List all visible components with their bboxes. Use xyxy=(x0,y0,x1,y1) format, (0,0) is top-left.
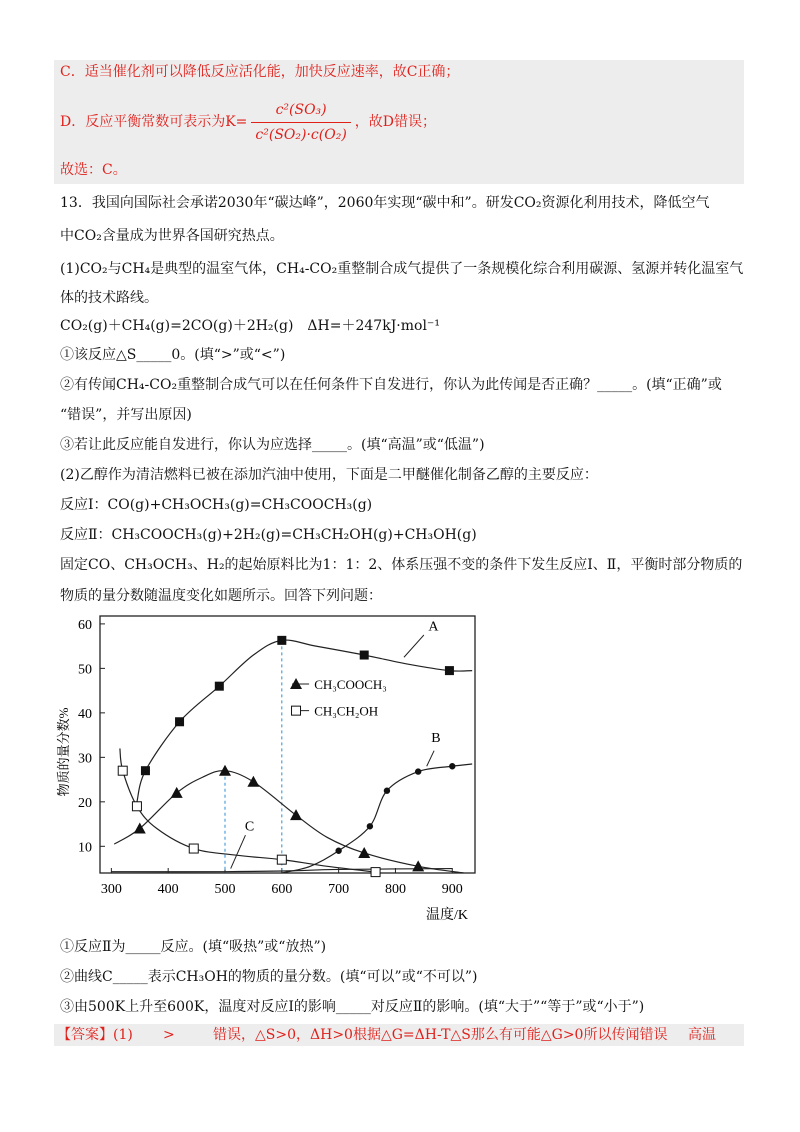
mole-fraction-chart xyxy=(50,615,510,930)
sub-question-1: ①反应Ⅱ为_____反应。(填“吸热”或“放热”) xyxy=(60,939,327,955)
data-point-A xyxy=(215,682,224,691)
curve-label-B: B xyxy=(431,730,441,746)
x-tick-label: 300 xyxy=(100,882,122,897)
legend-marker xyxy=(292,706,301,715)
data-point-B xyxy=(367,823,373,829)
data-point-CH₃COOCH₃ xyxy=(247,776,259,787)
answer-label: 【答案】(1) xyxy=(57,1027,133,1043)
plot-frame xyxy=(100,616,475,873)
data-point-CH₃COOCH₃ xyxy=(171,787,183,798)
data-point-CH₃CH₂OH xyxy=(118,766,127,775)
x-tick-label: 500 xyxy=(214,882,236,897)
reaction-equation: CO₂(g)＋CH₄(g)=2CO(g)＋2H₂(g) ΔH=＋247kJ·mol⁻¹ xyxy=(60,318,440,334)
sub-question-3: ③由500K上升至600K，温度对反应Ⅰ的影响_____对反应Ⅱ的影响。(填“大于”“等于”或“小于”) xyxy=(60,999,645,1015)
option-d-suffix: ，故D错误； xyxy=(354,114,437,130)
reaction-2: 反应Ⅱ：CH₃COOCH₃(g)+2H₂(g)=CH₃CH₂OH(g)+CH₃OH(g) xyxy=(60,527,477,543)
x-tick-label: 400 xyxy=(157,882,179,897)
leader-C xyxy=(231,835,246,868)
x-tick-label: 700 xyxy=(328,882,350,897)
legend-marker xyxy=(290,678,302,689)
y-axis-label: 物质的量分数% xyxy=(56,707,71,797)
solution-option-c: C．适当催化剂可以降低反应活化能，加快反应速率，故C正确； xyxy=(60,64,460,80)
solution-choice: 故选：C。 xyxy=(60,162,127,178)
y-tick-label: 40 xyxy=(78,706,92,722)
curve-CH₃COOCH₃ xyxy=(114,771,463,873)
equilibrium-constant-fraction xyxy=(251,100,350,145)
curve-label-A: A xyxy=(428,619,439,635)
solution-option-d xyxy=(60,98,436,146)
y-tick-label: 50 xyxy=(78,662,92,678)
part2-intro: (2)乙醇作为清洁燃料已被在添加汽油中使用，下面是二甲醚催化制备乙醇的主要反应： xyxy=(60,467,598,483)
fraction-numerator: c²(SO₃) xyxy=(251,100,350,123)
y-tick-label: 10 xyxy=(78,840,92,856)
data-point-CH₃CH₂OH xyxy=(371,868,380,877)
part1-line2: 体的技术路线。 xyxy=(60,290,158,306)
question-2-line2: “错误”，并写出原因) xyxy=(60,407,192,423)
question-1: ①该反应△S_____0。(填“>”或“<”) xyxy=(60,347,286,363)
x-axis-label: 温度/K xyxy=(426,908,468,923)
data-point-CH₃COOCH₃ xyxy=(290,809,302,820)
conditions-line2: 物质的量分数随温度变化如题所示。回答下列问题： xyxy=(60,588,382,604)
data-point-B xyxy=(449,763,455,769)
x-tick-label: 600 xyxy=(271,882,293,897)
sub-question-2: ②曲线C_____表示CH₃OH的物质的量分数。(填“可以”或“不可以”) xyxy=(60,969,478,985)
leader-B xyxy=(427,751,434,767)
answer-2: 错误，△S>0，ΔH>0根据△G=ΔH-T△S那么有可能△G>0所以传闻错误 xyxy=(213,1027,668,1043)
part1-line1: (1)CO₂与CH₄是典型的温室气体，CH₄-CO₂重整制合成气提供了一条规模化综合利用碳源、氢源并转化温室气 xyxy=(60,261,744,277)
data-point-CH₃CH₂OH xyxy=(189,844,198,853)
data-point-CH₃COOCH₃ xyxy=(358,847,370,858)
curve-label-C: C xyxy=(244,819,255,835)
data-point-B xyxy=(335,848,341,854)
data-point-A xyxy=(445,666,454,675)
x-tick-label: 900 xyxy=(441,882,463,897)
question-intro-line1: 13．我国向国际社会承诺2030年“碳达峰”，2060年实现“碳中和”。研发CO₂资源化利用技术，降低空气 xyxy=(60,195,710,211)
question-intro-line2: 中CO₂含量成为世界各国研究热点。 xyxy=(60,228,284,244)
data-point-A xyxy=(277,636,286,645)
conditions-line1: 固定CO、CH₃OCH₃、H₂的起始原料比为1：1：2、体系压强不变的条件下发生反应Ⅰ、Ⅱ，平衡时部分物质的 xyxy=(60,557,743,573)
data-point-B xyxy=(384,788,390,794)
question-3: ③若让此反应能自发进行，你认为应选择_____。(填“高温”或“低温”) xyxy=(60,437,485,453)
answer-1: > xyxy=(163,1027,175,1043)
data-point-A xyxy=(360,651,369,660)
option-d-prefix: D．反应平衡常数可表示为K= xyxy=(60,114,248,130)
fraction-denominator: c²(SO₂)·c(O₂) xyxy=(255,126,347,143)
question-2-line1: ②有传闻CH₄-CO₂重整制合成气可以在任何条件下自发进行，你认为此传闻是否正确？_____。(填“正确”或 xyxy=(60,377,722,393)
data-point-B xyxy=(415,768,421,774)
data-point-A xyxy=(141,766,150,775)
data-point-CH₃CH₂OH xyxy=(277,855,286,864)
x-tick-label: 800 xyxy=(384,882,406,897)
leader-A xyxy=(404,635,424,657)
y-tick-label: 30 xyxy=(78,751,92,767)
legend-label: CH₃CH₂OH xyxy=(314,703,379,719)
data-point-A xyxy=(175,717,184,726)
legend-label: CH₃COOCH₃ xyxy=(314,676,387,692)
y-tick-label: 60 xyxy=(78,617,92,633)
y-tick-label: 20 xyxy=(78,795,92,811)
data-point-CH₃CH₂OH xyxy=(132,802,141,811)
reaction-1: 反应Ⅰ：CO(g)+CH₃OCH₃(g)=CH₃COOCH₃(g) xyxy=(60,497,373,513)
answer-3: 高温 xyxy=(688,1027,716,1043)
curve-A xyxy=(137,640,472,802)
